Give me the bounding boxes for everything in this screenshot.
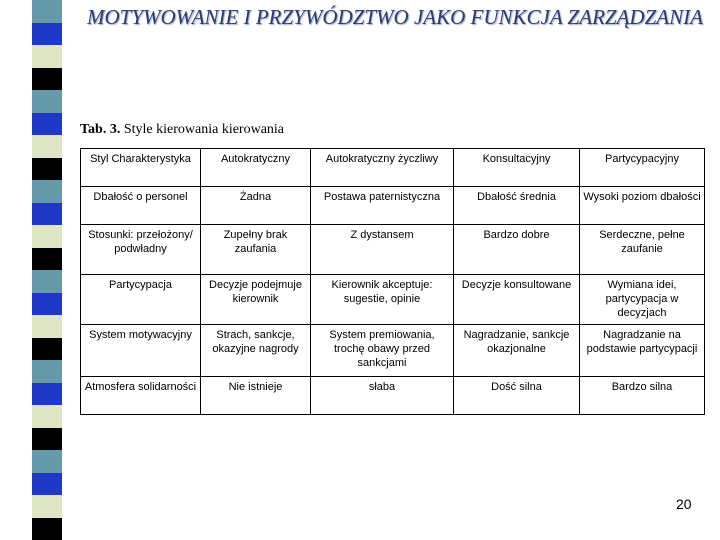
stripe-segment: [32, 473, 62, 496]
table-cell: Decyzje podejmuje kierownik: [201, 275, 311, 325]
stripe-segment: [32, 23, 62, 46]
stripe-segment: [32, 405, 62, 428]
table-row: [81, 187, 705, 225]
table-row: [81, 225, 705, 275]
table-cell: Z dystansem: [311, 225, 454, 275]
table-cell: słaba: [311, 377, 454, 415]
table-row: [81, 325, 705, 377]
stripe-segment: [32, 495, 62, 518]
table-cell: Wymiana idei, partycypacja w decyzjach: [580, 275, 705, 325]
header-cell: Styl Charakterystyka: [81, 149, 201, 187]
slide-title: MOTYWOWANIE I PRZYWÓDZTWO JAKO FUNKCJA ZARZĄDZANIA: [87, 5, 703, 29]
table-cell: Żadna: [201, 187, 311, 225]
stripe-segment: [32, 225, 62, 248]
table-cell: Kierownik akceptuje: sugestie, opinie: [311, 275, 454, 325]
stripe-segment: [32, 135, 62, 158]
table-cell: Postawa paternistyczna: [311, 187, 454, 225]
table-cell: Bardzo silna: [580, 377, 705, 415]
stripe-segment: [32, 338, 62, 361]
stripe-segment: [32, 45, 62, 68]
stripe-segment: [32, 383, 62, 406]
stripe-segment: [32, 360, 62, 383]
stripe-segment: [32, 293, 62, 316]
stripe-segment: [32, 90, 62, 113]
caption-label: Tab. 3.: [80, 122, 121, 137]
table-cell: System premiowania, trochę obawy przed sankcjami: [311, 325, 454, 377]
table-cell: Decyzje konsultowane: [454, 275, 580, 325]
table-row: [81, 377, 705, 415]
decorative-stripe-bar: [32, 0, 62, 540]
table-cell: Nagradzanie, sankcje okazjonalne: [454, 325, 580, 377]
header-cell: Autokratyczny życzliwy: [311, 149, 454, 187]
table-cell: Partycypacja: [81, 275, 201, 325]
stripe-segment: [32, 158, 62, 181]
header-cell: Partycypacyjny: [580, 149, 705, 187]
header-cell: Autokratyczny: [201, 149, 311, 187]
table-cell: Stosunki: przełożony/ podwładny: [81, 225, 201, 275]
stripe-segment: [32, 113, 62, 136]
table-cell: Dbałość średnia: [454, 187, 580, 225]
stripe-segment: [32, 270, 62, 293]
stripe-segment: [32, 315, 62, 338]
table-cell: Nagradzanie na podstawie partycypacji: [580, 325, 705, 377]
table-cell: Dbałość o personel: [81, 187, 201, 225]
table-cell: Bardzo dobre: [454, 225, 580, 275]
header-cell: Konsultacyjny: [454, 149, 580, 187]
stripe-segment: [32, 428, 62, 451]
table-cell: Dość silna: [454, 377, 580, 415]
table-cell: Serdeczne, pełne zaufanie: [580, 225, 705, 275]
stripe-segment: [32, 180, 62, 203]
table-cell: Nie istnieje: [201, 377, 311, 415]
caption-text: Style kierowania kierowania: [120, 122, 285, 137]
table-cell: Atmosfera solidarności: [81, 377, 201, 415]
stripe-segment: [32, 248, 62, 271]
table-row: [81, 275, 705, 325]
table-cell: Strach, sankcje, okazyjne nagrody: [201, 325, 311, 377]
table-cell: Zupełny brak zaufania: [201, 225, 311, 275]
stripe-segment: [32, 203, 62, 226]
page-number: 20: [676, 496, 692, 512]
stripe-segment: [32, 450, 62, 473]
table-cell: Wysoki poziom dbałości: [580, 187, 705, 225]
table-caption: [80, 122, 284, 138]
leadership-styles-table: [80, 148, 705, 415]
stripe-segment: [32, 68, 62, 91]
stripe-segment: [32, 518, 62, 540]
table-header-row: [81, 149, 705, 187]
table-cell: System motywacyjny: [81, 325, 201, 377]
stripe-segment: [32, 0, 62, 23]
